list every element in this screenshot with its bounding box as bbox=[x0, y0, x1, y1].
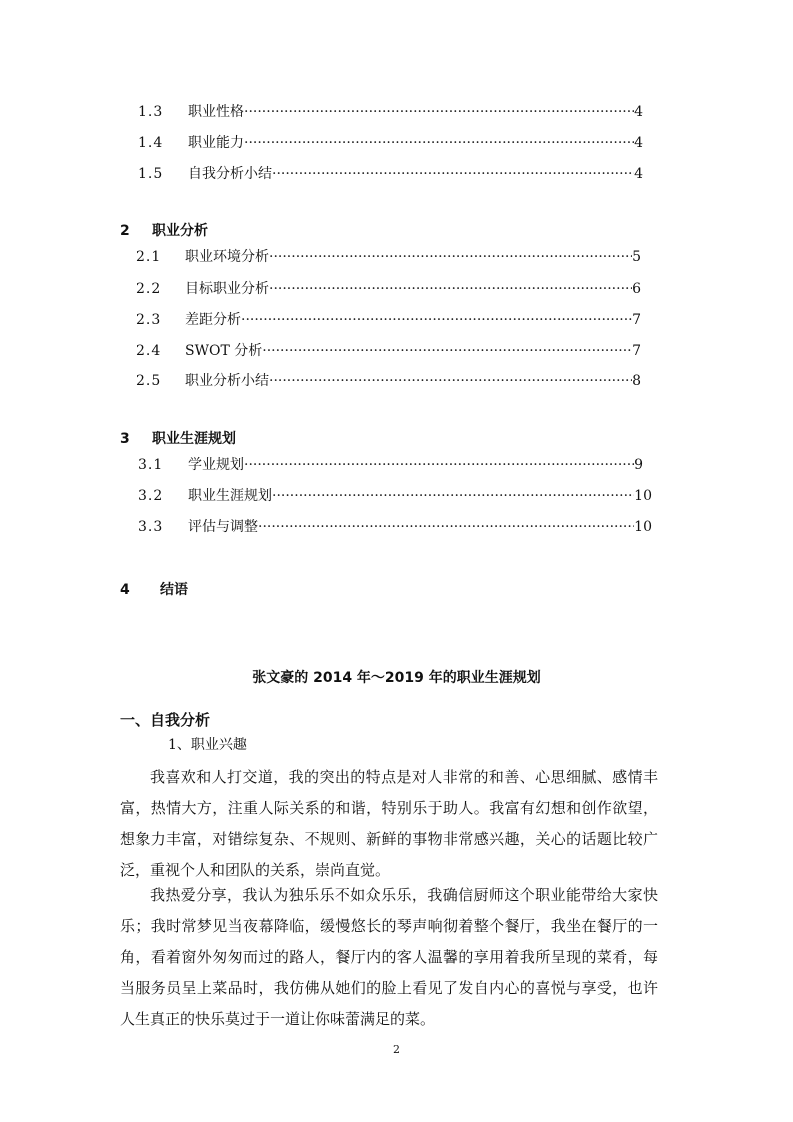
toc-leader-dots bbox=[244, 455, 634, 475]
toc-entry-title: SWOT 分析 bbox=[185, 343, 263, 359]
toc-entry-title: 职业环境分析 bbox=[185, 249, 269, 265]
toc-entry-2-3 bbox=[136, 310, 641, 330]
toc-section-3 bbox=[120, 429, 236, 449]
toc-entry-page: 8 bbox=[632, 373, 641, 389]
toc-entry-number: 2.5 bbox=[136, 373, 162, 389]
toc-section-4 bbox=[120, 580, 188, 600]
toc-leader-dots bbox=[244, 102, 634, 122]
toc-entry-title: 职业分析小结 bbox=[185, 373, 269, 389]
toc-section-title: 职业生涯规划 bbox=[152, 431, 236, 447]
toc-entry-number: 1.4 bbox=[138, 135, 164, 151]
toc-entry-1-5 bbox=[138, 164, 643, 184]
document-title: 张文豪的 2014 年～2019 年的职业生涯规划 bbox=[252, 670, 541, 686]
toc-entry-number: 1.3 bbox=[138, 104, 164, 120]
toc-entry-number: 3.2 bbox=[138, 488, 164, 504]
toc-entry-number: 2.1 bbox=[136, 249, 162, 265]
toc-entry-page: 10 bbox=[634, 519, 652, 535]
toc-section-title: 结语 bbox=[160, 582, 188, 598]
toc-entry-title: 差距分析 bbox=[185, 312, 241, 328]
toc-entry-1-3 bbox=[138, 102, 643, 122]
page-number: 2 bbox=[393, 1043, 400, 1056]
toc-entry-3-2 bbox=[138, 486, 652, 506]
toc-leader-dots bbox=[269, 279, 632, 299]
toc-entry-page: 4 bbox=[634, 104, 643, 120]
toc-entry-title: 职业生涯规划 bbox=[188, 488, 272, 504]
toc-entry-number: 2.4 bbox=[136, 343, 162, 359]
toc-leader-dots bbox=[272, 164, 634, 184]
toc-entry-2-5 bbox=[136, 371, 641, 391]
toc-leader-dots bbox=[269, 371, 632, 391]
toc-section-title: 职业分析 bbox=[152, 223, 208, 239]
toc-entry-2-2 bbox=[136, 279, 641, 299]
toc-entry-number: 3.3 bbox=[138, 519, 164, 535]
toc-entry-page: 5 bbox=[632, 249, 641, 265]
toc-entry-3-3 bbox=[138, 517, 652, 537]
toc-entry-title: 职业能力 bbox=[188, 135, 244, 151]
toc-entry-page: 7 bbox=[632, 343, 641, 359]
heading-self-analysis: 一、自我分析 bbox=[120, 711, 211, 729]
toc-section-number: 3 bbox=[120, 431, 130, 447]
toc-entry-page: 10 bbox=[634, 488, 652, 504]
toc-entry-title: 学业规划 bbox=[188, 457, 244, 473]
toc-section-number: 2 bbox=[120, 223, 130, 239]
toc-entry-number: 2.2 bbox=[136, 281, 162, 297]
toc-leader-dots bbox=[244, 133, 634, 153]
toc-entry-title: 评估与调整 bbox=[188, 519, 258, 535]
toc-section-number: 4 bbox=[120, 582, 130, 598]
toc-section-2 bbox=[120, 221, 208, 241]
toc-entry-3-1 bbox=[138, 455, 643, 475]
toc-entry-page: 4 bbox=[634, 166, 643, 182]
toc-entry-title: 目标职业分析 bbox=[185, 281, 269, 297]
toc-entry-number: 2.3 bbox=[136, 312, 162, 328]
body-paragraph: 我喜欢和人打交道，我的突出的特点是对人非常的和善、心思细腻、感情丰富，热情大方，注重人际关系的和谐，特别乐于助人。我富有幻想和创作欲望，想象力丰富，对错综复杂、不规则、新鲜的事物非常感兴趣，关心的话题比较广泛，重视个人和团队的关系，崇尚直觉。 bbox=[120, 768, 658, 879]
body-paragraph: 我热爱分享，我认为独乐乐不如众乐乐，我确信厨师这个职业能带给大家快乐；我时常梦见当夜幕降临，缓慢悠长的琴声响彻着整个餐厅，我坐在餐厅的一角，看着窗外匆匆而过的路人，餐厅内的客人温馨的享用着我所呈现的菜肴，每当服务员呈上菜品时，我仿佛从她们的脸上看见了发自内心的喜悦与享受，也许人生真正的快乐莫过于一道让你味蕾满足的菜。 bbox=[120, 886, 658, 1028]
toc-leader-dots bbox=[269, 247, 632, 267]
toc-entry-page: 7 bbox=[632, 312, 641, 328]
toc-leader-dots bbox=[258, 517, 634, 537]
toc-entry-page: 4 bbox=[634, 135, 643, 151]
toc-leader-dots bbox=[262, 341, 632, 361]
toc-entry-2-1 bbox=[136, 247, 641, 267]
toc-leader-dots bbox=[272, 486, 634, 506]
subheading-career-interest: 1、职业兴趣 bbox=[168, 737, 247, 753]
toc-entry-number: 1.5 bbox=[138, 166, 164, 182]
toc-entry-title: 职业性格 bbox=[188, 104, 244, 120]
toc-entry-2-4 bbox=[136, 341, 641, 361]
toc-entry-number: 3.1 bbox=[138, 457, 164, 473]
toc-entry-1-4 bbox=[138, 133, 643, 153]
toc-entry-title: 自我分析小结 bbox=[188, 166, 272, 182]
toc-entry-page: 9 bbox=[634, 457, 643, 473]
toc-leader-dots bbox=[241, 310, 632, 330]
toc-entry-page: 6 bbox=[632, 281, 641, 297]
